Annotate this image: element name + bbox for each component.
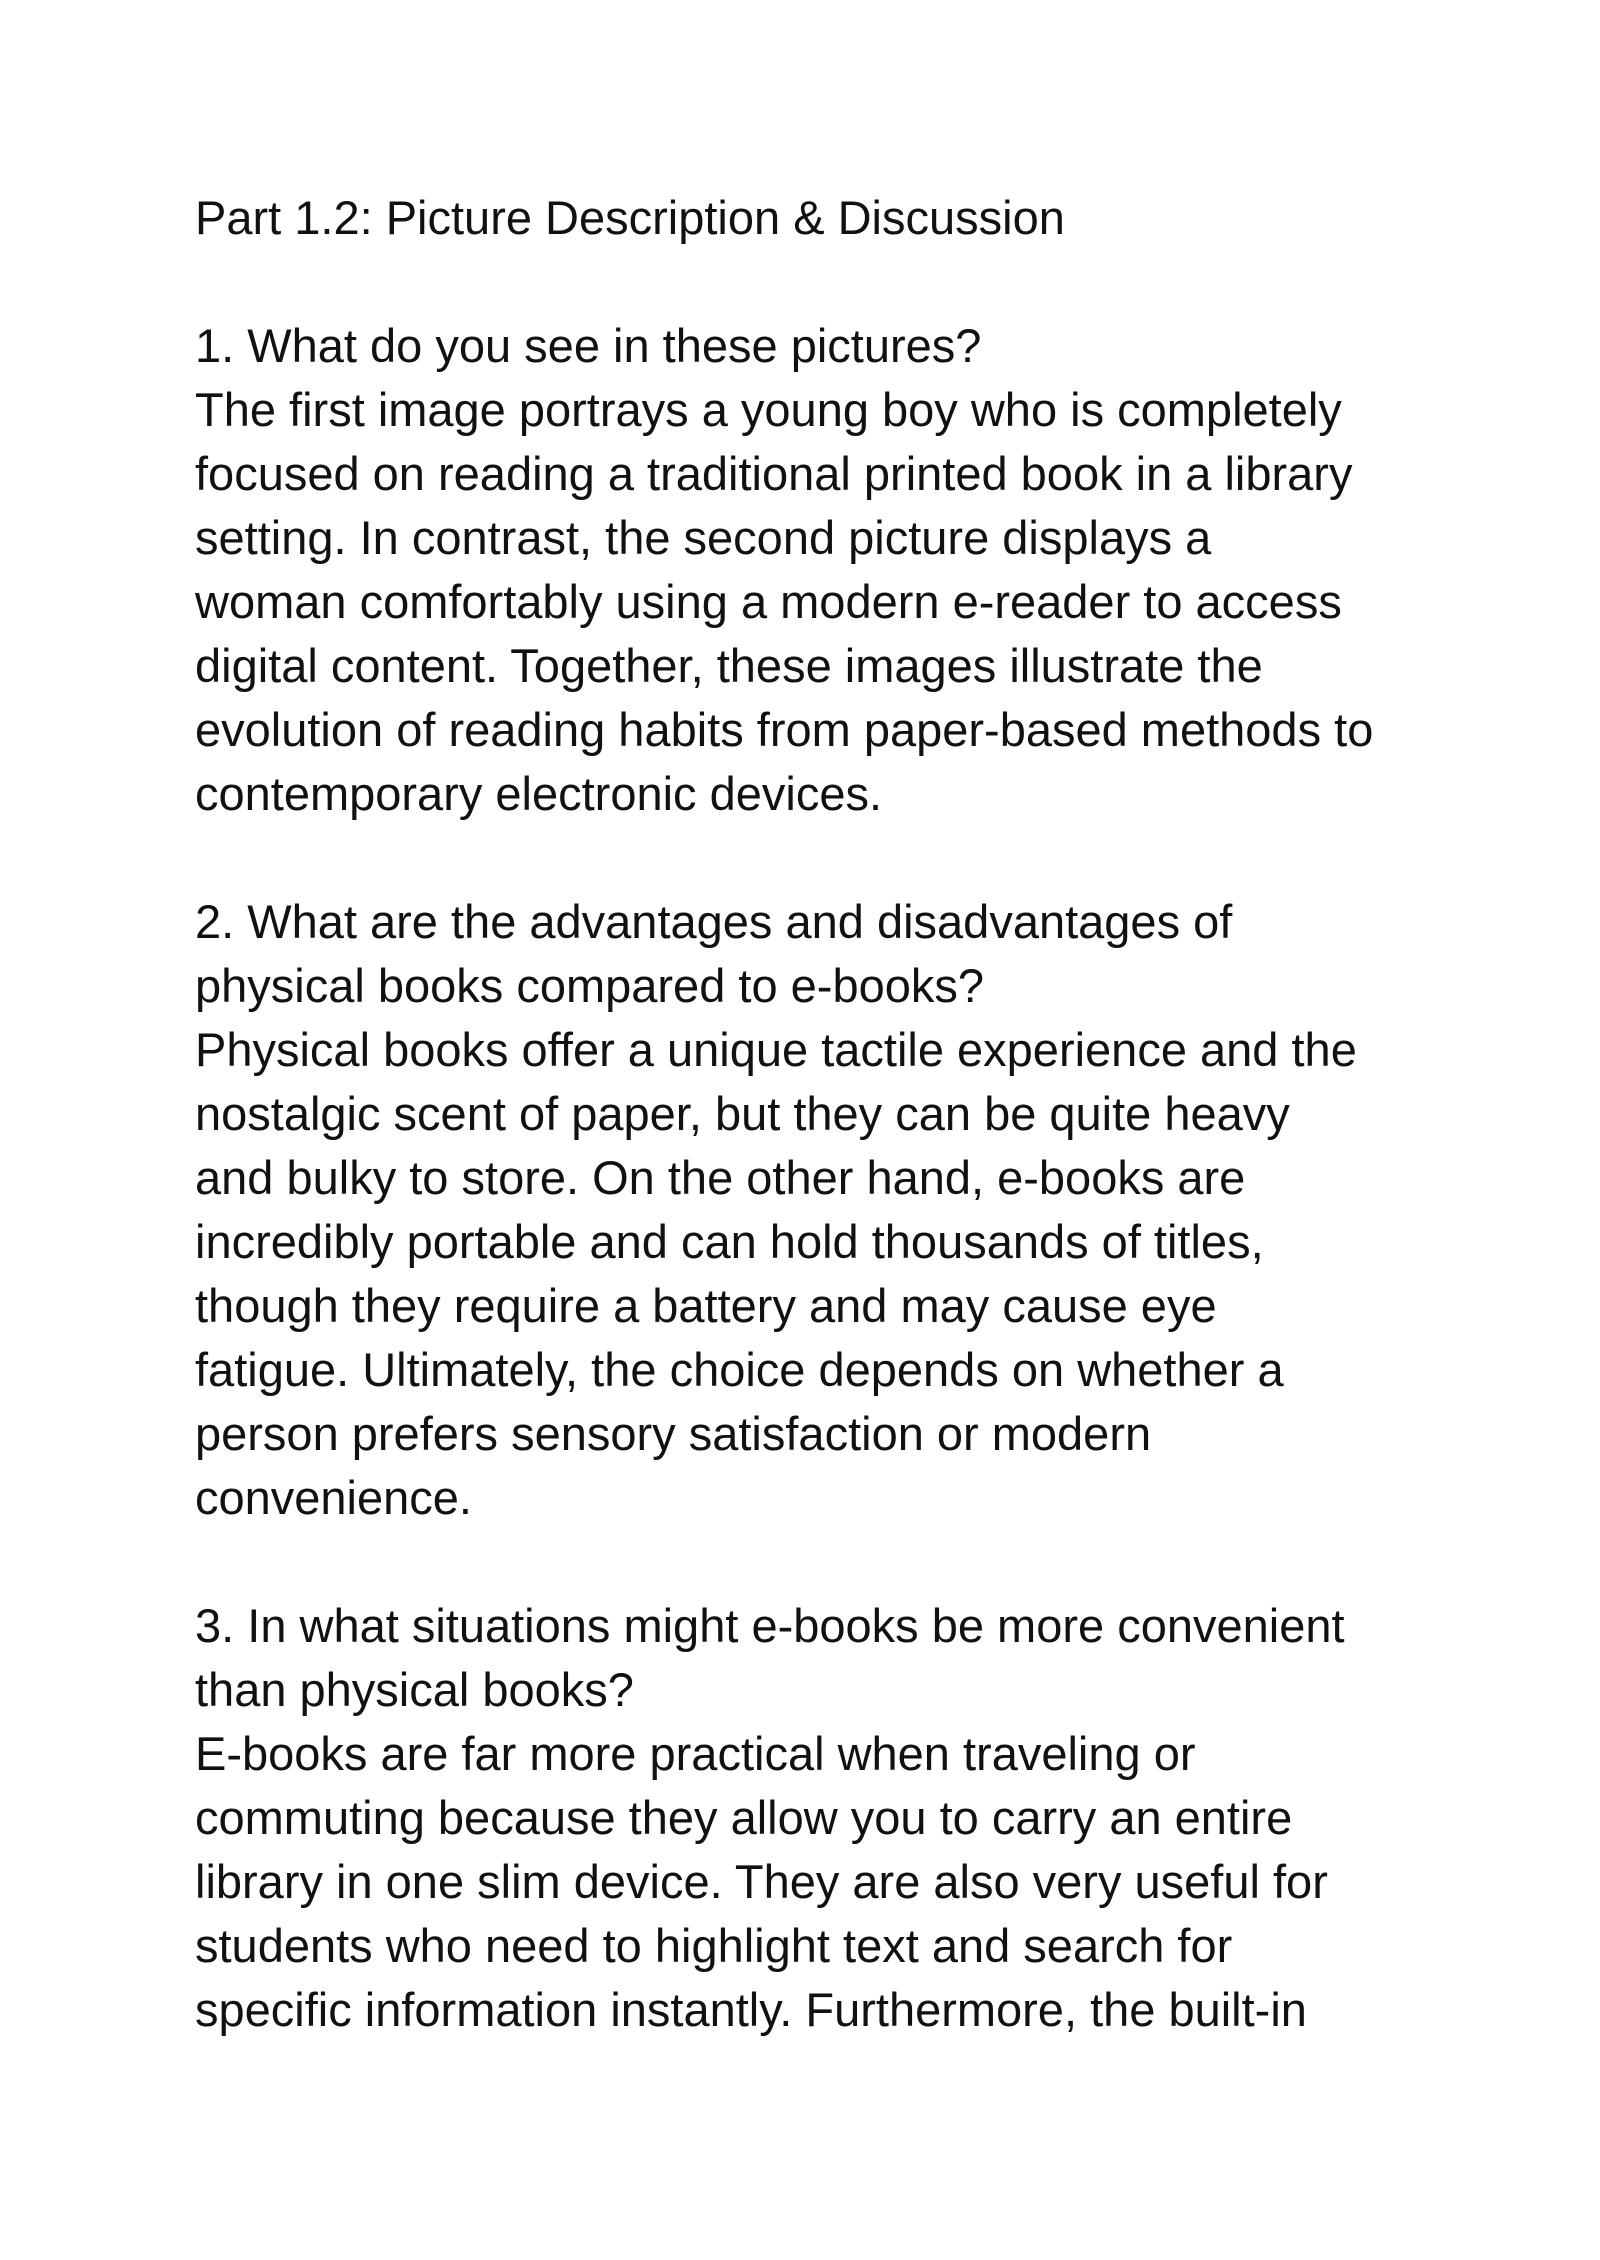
answer-1-line: focused on reading a traditional printed book in a library	[195, 447, 1353, 500]
answer-2-line: incredibly portable and can hold thousands of titles,	[195, 1215, 1264, 1268]
section-3	[195, 1594, 1495, 2042]
document-title: Part 1.2: Picture Description & Discussion	[195, 191, 1065, 244]
spacer	[195, 250, 1495, 314]
answer-3-line: E-books are far more practical when traveling or	[195, 1727, 1196, 1780]
answer-3-line: specific information instantly. Furthermore, the built-in	[195, 1983, 1307, 2036]
answer-2-line: fatigue. Ultimately, the choice depends on whether a	[195, 1343, 1284, 1396]
spacer	[195, 1530, 1495, 1594]
question-3-line: than physical books?	[195, 1663, 634, 1716]
answer-2-line: Physical books offer a unique tactile experience and the	[195, 1023, 1357, 1076]
answer-3-line: library in one slim device. They are also very useful for	[195, 1855, 1328, 1908]
answer-1-line: evolution of reading habits from paper-based methods to	[195, 703, 1374, 756]
answer-1-line: digital content. Together, these images illustrate the	[195, 639, 1263, 692]
document-body	[195, 186, 1495, 2042]
answer-2-line: nostalgic scent of paper, but they can be quite heavy	[195, 1087, 1290, 1140]
section-1	[195, 314, 1495, 826]
answer-3-line: students who need to highlight text and search for	[195, 1919, 1233, 1972]
answer-2-line: though they require a battery and may cause eye	[195, 1279, 1217, 1332]
answer-2-line: and bulky to store. On the other hand, e-books are	[195, 1151, 1246, 1204]
answer-1-line: The first image portrays a young boy who is completely	[195, 383, 1342, 436]
answer-1-line: contemporary electronic devices.	[195, 767, 883, 820]
question-2-line: 2. What are the advantages and disadvantages of	[195, 895, 1233, 948]
question-1: 1. What do you see in these pictures?	[195, 319, 982, 372]
question-3-line: 3. In what situations might e-books be more convenient	[195, 1599, 1345, 1652]
answer-2-line: convenience.	[195, 1471, 472, 1524]
answer-1-line: setting. In contrast, the second picture displays a	[195, 511, 1212, 564]
answer-3-line: commuting because they allow you to carry an entire	[195, 1791, 1293, 1844]
section-2	[195, 890, 1495, 1530]
question-2-line: physical books compared to e-books?	[195, 959, 984, 1012]
spacer	[195, 826, 1495, 890]
answer-1-line: woman comfortably using a modern e-reader to access	[195, 575, 1342, 628]
answer-2-line: person prefers sensory satisfaction or modern	[195, 1407, 1152, 1460]
